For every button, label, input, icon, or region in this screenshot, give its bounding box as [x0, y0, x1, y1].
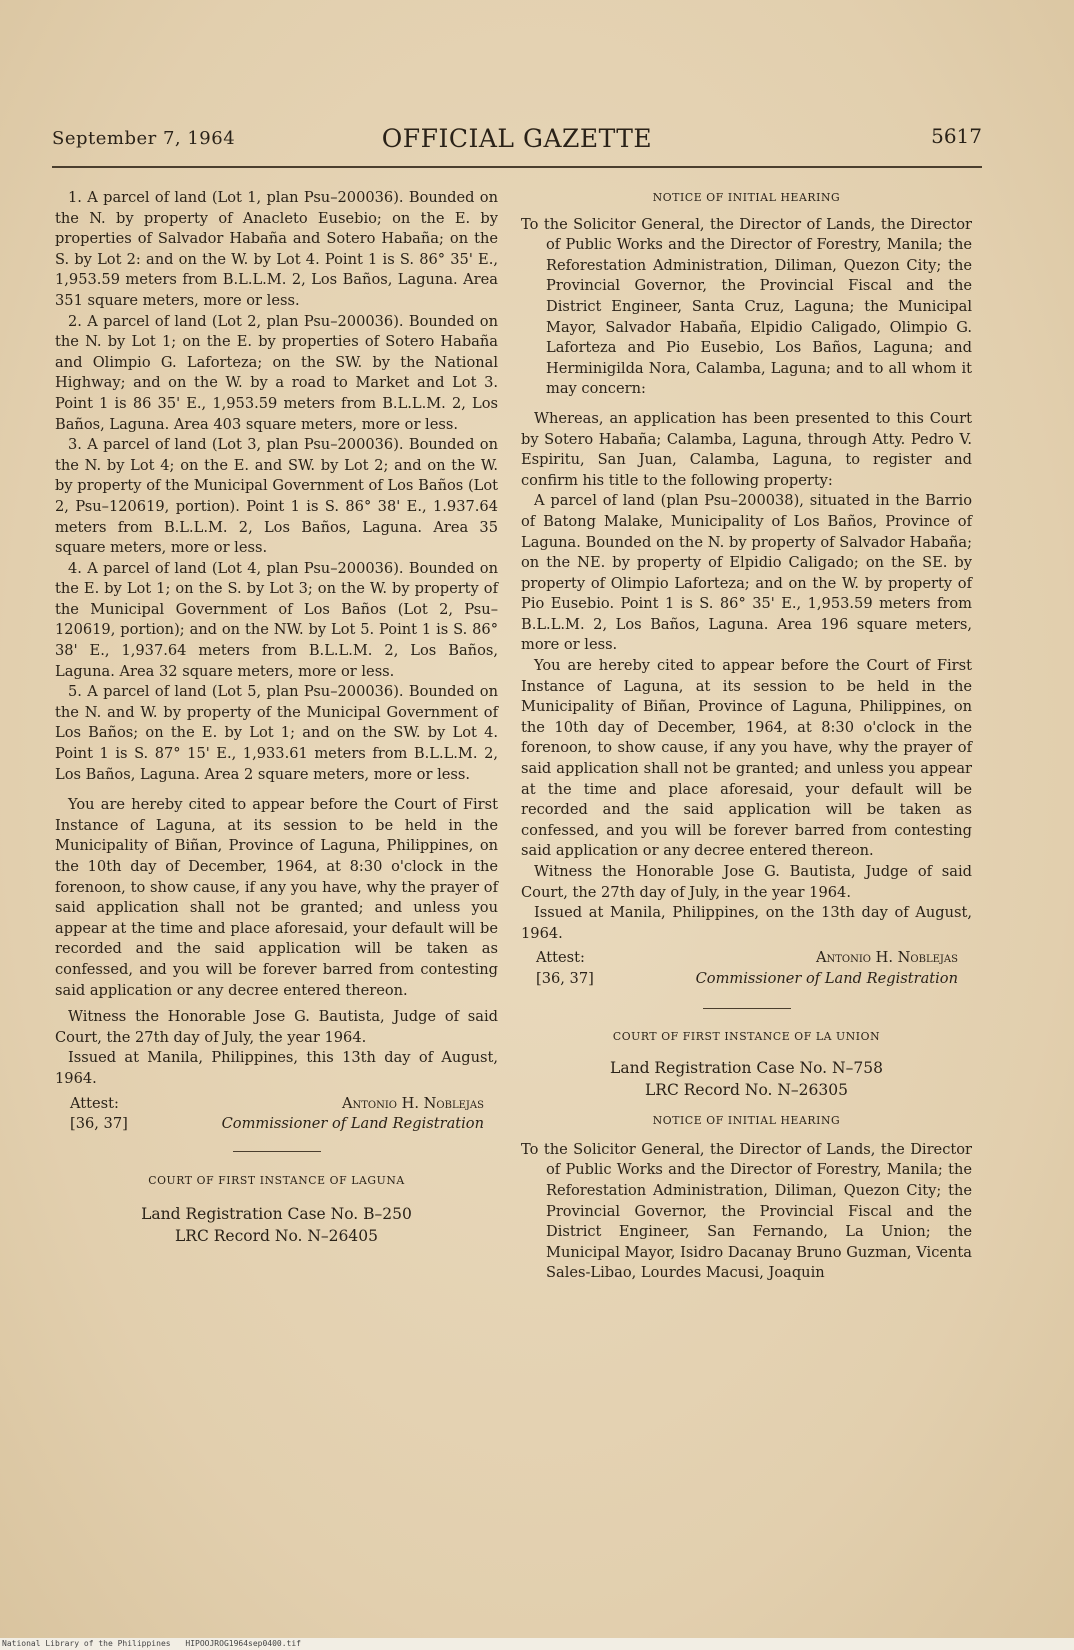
signatory-title: Commissioner of Land Registration: [221, 1115, 484, 1133]
lot-1-paragraph: 1. A parcel of land (Lot 1, plan Psu–200036). Bounded on the N. by property of Anacleto Eusebio; on the E. by properties of Salvador Habaña and Sotero Habaña; on the S. by Lot 2: and on the W. by Lot 4. Point 1 is S. 86° 35' E., 1,953.59 meters from B.L.L.M. 2, Los Baños, Laguna. Area 351 square meters, more or less.: [55, 189, 498, 309]
title-line: [55, 1114, 498, 1135]
lot-4-paragraph: 4. A parcel of land (Lot 4, plan Psu–200036). Bounded on the E. by Lot 1; on the S. by Lot 3; on the W. by property of the Municipal Government of Los Baños (Lot 2, Psu–120619, portion); and on the NW. by Lot 5. Point 1 is S. 86° 38' E., 1,937.64 meters from B.L.L.M. 2, Los Baños, Laguna. Area 32 square meters, more or less.: [55, 559, 498, 680]
page-number: 5617: [931, 124, 982, 148]
signatory-name-right: Antonio H. Noblejas: [815, 949, 958, 967]
lot-3-paragraph: 3. A parcel of land (Lot 3, plan Psu–200036). Bounded on the N. by Lot 4; on the E. and SW. by Lot 2; and on the W. by property of the Municipal Government of Los Baños (Lot 2, Psu–120619, portion). Point 1 is S. 86° 38' E., 1.937.64 meters from B.L.L.M. 2, Los Baños, Laguna. Area 35 square meters, more or less.: [55, 436, 498, 557]
signatory-name: Antonio H. Noblejas: [341, 1094, 484, 1112]
addressees-paragraph-2: To the Solicitor General, the Director of Lands, the Director of Public Works and the Director of Forestry, Manila; the Reforestation Administration, Diliman, Quezon City; the Provincial Governor, the Provincial Fiscal and the District Engineer, San Fernando, La Union; the Municipal Mayor, Isidro Dacanay Bruno Guzman, Vicenta Sales-Libao, Lourdes Macusi, Joaquin: [521, 1140, 972, 1282]
issue-date: September 7, 1964: [52, 128, 236, 149]
parcel-paragraph: A parcel of land (plan Psu–200038), situated in the Barrio of Batong Malake, Municipality of Los Baños, Province of Laguna. Bounded on the N. by property of Salvador Habaña; on the NE. by property of Elpidio Caligado; on the SE. by property of Olimpio Laforteza; and on the W. by property of Pio Eusebio. Point 1 is S. 86° 35' E., 1,953.59 meters from B.L.L.M. 2, Los Baños, Laguna. Area 196 square meters, more or less.: [521, 492, 972, 654]
whereas-paragraph: Whereas, an application has been presented to this Court by Sotero Habaña; Calamba, Laguna, through Atty. Pedro V. Espiritu, San Juan, Calamba, Laguna, to register and confirm his title to the following property:: [521, 409, 972, 489]
lot-5-paragraph: 5. A parcel of land (Lot 5, plan Psu–200036). Bounded on the N. and W. by property of the Municipal Government of Los Baños; on the E. by Lot 1; and on the SW. by Lot 4. Point 1 is S. 87° 15' E., 1,933.61 meters from B.L.L.M. 2, Los Baños, Laguna. Area 2 square meters, more or less.: [55, 683, 498, 783]
attest-line-right: [521, 948, 972, 969]
reference-numbers: [36, 37]: [70, 1115, 128, 1133]
lrc-record: LRC Record No. N–26405: [175, 1227, 378, 1246]
witness-paragraph-right: Witness the Honorable Jose G. Bautista, Judge of said Court, the 27th day of July, in the year 1964.: [521, 863, 972, 901]
page-header: [52, 124, 982, 160]
reference-numbers-right: [36, 37]: [536, 969, 594, 987]
addressees-paragraph: To the Solicitor General, the Director of Lands, the Director of Public Works and the Director of Forestry, Manila; the Reforestation Administration, Diliman, Quezon City; the Provincial Governor, the Provincial Fiscal and the District Engineer, Santa Cruz, Laguna; the Municipal Mayor, Salvador Habaña, Elpidio Caligado, Olimpio G. Laforteza and Pio Eusebio, Los Baños, Laguna; and Herminigilda Nora, Calamba, Laguna; and to all whom it may concern:: [521, 215, 972, 398]
lrc-record-right: LRC Record No. N–26305: [645, 1081, 848, 1100]
issued-paragraph: Issued at Manila, Philippines, this 13th day of August, 1964.: [55, 1049, 498, 1087]
title-line-right: [521, 969, 972, 990]
issued-paragraph-right: Issued at Manila, Philippines, on the 13th day of August, 1964.: [521, 904, 972, 942]
signatory-title-right: Commissioner of Land Registration: [695, 969, 958, 987]
section-divider-right: [703, 1008, 791, 1009]
header-rule: [52, 166, 982, 168]
scan-footer: [0, 1638, 1074, 1650]
lot-2-paragraph: 2. A parcel of land (Lot 2, plan Psu–200036). Bounded on the N. by Lot 1; on the E. by properties of Sotero Habaña and Olimpio G. Laforteza; on the SW. by the National Highway; and on the W. by a road to Market and Lot 3. Point 1 is 86 35' E., 1,953.59 meters from B.L.L.M. 2, Los Baños, Laguna. Area 403 square meters, more or less.: [55, 312, 498, 433]
notice-heading: NOTICE OF INITIAL HEARING: [652, 191, 841, 204]
right-column: [521, 188, 972, 1284]
court-heading-right: COURT OF FIRST INSTANCE OF LA UNION: [612, 1029, 881, 1043]
attest-label-right: Attest:: [536, 949, 585, 967]
scan-filename: HIPOOJROG1964sep0400.tif: [185, 1639, 301, 1648]
case-number-right: Land Registration Case No. N–758: [610, 1059, 883, 1078]
witness-paragraph: Witness the Honorable Jose G. Bautista, Judge of said Court, the 27th day of July, the year 1964.: [55, 1008, 498, 1046]
attest-label: Attest:: [70, 1094, 119, 1112]
publication-title: OFFICIAL GAZETTE: [381, 124, 653, 153]
notice-heading-2: NOTICE OF INITIAL HEARING: [652, 1114, 841, 1128]
library-credit: National Library of the Philippines: [2, 1639, 171, 1648]
citation-paragraph: You are hereby cited to appear before the Court of First Instance of Laguna, at its session to be held in the Municipality of Biñan, Province of Laguna, Philippines, on the 10th day of December, 1964, at 8:30 o'clock in the forenoon, to show cause, if any you have, why the prayer of said application shall not be granted; and unless you appear at the time and place aforesaid, your default will be recorded and the said application will be taken as confessed, and you will be forever barred from contesting said application or any decree entered thereon.: [55, 796, 498, 999]
left-column: [55, 188, 498, 1247]
court-heading: COURT OF FIRST INSTANCE OF LAGUNA: [148, 1173, 405, 1187]
citation-paragraph-right: You are hereby cited to appear before the Court of First Instance of Laguna, at its session to be held in the Municipality of Biñan, Province of Laguna, Philippines, on the 10th day of December, 1964, at 8:30 o'clock in the forenoon, to show cause, if any you have, why the prayer of said application shall not be granted; and unless you appear at the time and place aforesaid, your default will be recorded and the said application will be taken as confessed, and you will be forever barred from contesting said application or any decree entered thereon.: [521, 657, 972, 860]
case-number: Land Registration Case No. B–250: [141, 1205, 412, 1224]
section-divider: [233, 1151, 321, 1152]
attest-line: [55, 1094, 498, 1115]
